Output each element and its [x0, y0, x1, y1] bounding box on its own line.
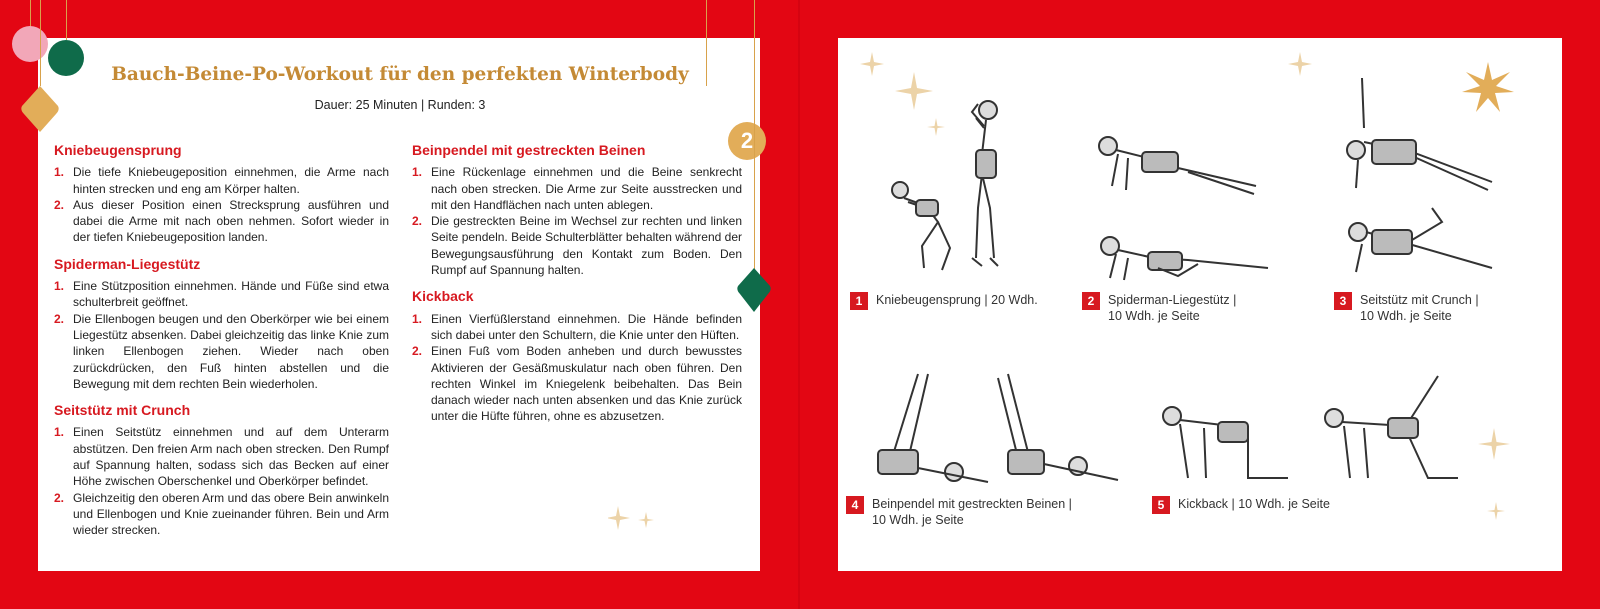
instructions-column-1 [54, 142, 389, 549]
step-number: 2. [412, 344, 423, 359]
christmas-ornament-icon [18, 84, 62, 136]
christmas-ornament-icon [734, 266, 774, 318]
step-text: Eine Rückenlage einnehmen und die Beine senkrecht nach oben strecken. Die Arme zur Seite ausstrecken und mit den Handflächen nach unten ablegen. [431, 165, 742, 212]
exercise-caption-3 [1334, 292, 1554, 326]
exercise-heading: Seitstütz mit Crunch [54, 402, 191, 419]
exercise-heading: Beinpendel mit gestreckten Beinen [412, 142, 646, 158]
caption-line2: 10 Wdh. je Seite [1360, 309, 1452, 323]
right-page [838, 38, 1562, 571]
exercise-2 [54, 256, 389, 392]
exercise-1 [54, 142, 389, 246]
caption-text [1108, 292, 1236, 324]
caption-line1: Seitstütz mit Crunch | [1360, 293, 1479, 307]
caption-line1: Kniebeugensprung | 20 Wdh. [876, 293, 1038, 307]
exercise-illustration-kickback [1158, 368, 1478, 488]
exercise-illustration-leg-pendulum [858, 368, 1128, 498]
step-number: 1. [54, 279, 65, 294]
step-number: 1. [54, 425, 65, 440]
ornament-string [40, 0, 41, 86]
caption-text [872, 496, 1072, 528]
ornament-string [66, 0, 67, 40]
step-number: 2. [412, 214, 423, 229]
step-text: Eine Stützposition einnehmen. Hände und Füße sind etwa schulterbreit geöffnet. [73, 279, 389, 310]
exercise-step [54, 197, 389, 246]
caption-text [1360, 292, 1479, 324]
christmas-ornament-icon [48, 40, 84, 76]
exercise-step [412, 164, 742, 213]
sparkle-star-icon [1478, 428, 1518, 528]
book-spine [798, 0, 800, 609]
exercise-step [412, 213, 742, 278]
instructions-column-2 [412, 142, 742, 435]
caption-line1: Spiderman-Liegestütz | [1108, 293, 1237, 307]
caption-number: 3 [1334, 292, 1352, 310]
step-number: 2. [54, 311, 65, 326]
exercise-3 [54, 402, 389, 538]
caption-text [1178, 496, 1330, 512]
christmas-ornament-icon [12, 26, 48, 62]
step-text: Einen Seitstütz einnehmen und auf dem Unterarm abstützen. Den freien Arm nach oben strecken. Den Rumpf auf Spannung halten, sodass sich das Becken auf einer Höhe zwischen Oberschenkel und Oberkörper befindet. [73, 425, 389, 489]
step-text: Die Ellenbogen beugen und den Oberkörper wie bei einem Liegestütz absenken. Dabei gleichzeitig das linke Knie zum linken Ellenbogen ziehen. Wieder nach oben zurückdrücken, den Fuß hinten abstellen und die Bewegung mit dem rechten Bein wiederholen. [73, 311, 389, 391]
exercise-caption-4 [846, 496, 1126, 530]
step-number: 1. [54, 165, 65, 180]
exercise-step [54, 164, 389, 197]
step-number: 2. [54, 197, 65, 212]
left-page [38, 38, 760, 571]
ornament-string [706, 0, 707, 86]
page-subtitle: Dauer: 25 Minuten | Runden: 3 [314, 98, 486, 112]
step-number: 2. [54, 490, 65, 505]
sparkle-star-icon [70, 86, 106, 126]
exercise-step [54, 490, 389, 539]
step-text: Aus dieser Position einen Strecksprung ausführen und dabei die Arme mit nach oben nehmen. Sofort wieder in der tiefen Kniebeugeposition landen. [73, 197, 389, 245]
exercise-step [412, 311, 742, 344]
caption-text [876, 292, 1038, 308]
caption-line2: 10 Wdh. je Seite [1108, 309, 1200, 323]
exercise-heading: Kickback [412, 288, 474, 305]
caption-line1: Kickback | 10 Wdh. je Seite [1178, 497, 1330, 511]
step-number: 1. [412, 311, 423, 326]
exercise-illustration-side-plank-crunch [1332, 72, 1502, 292]
ornament-string [754, 0, 755, 270]
exercise-heading: Spiderman-Liegestütz [54, 255, 201, 272]
page-title: Bauch-Beine-Po-Workout für den perfekten Winterbody [111, 64, 689, 85]
exercise-step [54, 424, 389, 489]
caption-number: 4 [846, 496, 864, 514]
page-number-badge: 2 [728, 122, 766, 160]
sparkle-star-icon [1288, 50, 1318, 80]
exercise-illustration-squat-jump [878, 98, 1028, 288]
exercise-step [54, 278, 389, 311]
exercise-step [54, 311, 389, 392]
exercise-caption-2 [1082, 292, 1302, 326]
caption-number: 2 [1082, 292, 1100, 310]
exercise-step [412, 343, 742, 424]
step-text: Die tiefe Kniebeugeposition einnehmen, die Arme nach hinten strecken und eng am Körper halten. [73, 165, 389, 196]
sparkle-star-icon [608, 504, 668, 534]
exercise-caption-1 [850, 292, 1070, 326]
step-text: Einen Fuß vom Boden anheben und durch bewusstes Aktivieren der Gesäßmuskulatur nach oben führen. Den rechten Winkel im Kniegelenk beibehalten. Das Bein danach wieder nach unten absenken und das Knie zurück unter die Hüfte führen, ohne es abzusetzen. [431, 344, 742, 424]
step-text: Die gestreckten Beine im Wechsel zur rechten und linken Seite pendeln. Beide Schulterblätter behalten während der Bewegungsausführung den Kontakt zum Boden. Den Rumpf auf Spannung halten. [431, 214, 742, 278]
caption-line1: Beinpendel mit gestreckten Beinen | [872, 497, 1072, 511]
step-number: 1. [412, 165, 423, 180]
exercise-5 [412, 288, 742, 424]
step-text: Einen Vierfüßlerstand einnehmen. Die Hände befinden sich dabei unter den Schultern, die Knie unter den Hüften. [431, 311, 742, 342]
caption-number: 5 [1152, 496, 1170, 514]
caption-line2: 10 Wdh. je Seite [872, 513, 964, 527]
exercise-4 [412, 142, 742, 278]
step-text: Gleichzeitig den oberen Arm und das obere Bein anwinkeln und Ellenbogen und Knie zueinander führen. Bein und Arm wieder strecken. [73, 490, 389, 538]
caption-number: 1 [850, 292, 868, 310]
exercise-heading: Kniebeugensprung [54, 142, 182, 158]
exercise-illustration-spiderman-pushup [1088, 128, 1278, 288]
exercise-caption-5 [1152, 496, 1392, 530]
